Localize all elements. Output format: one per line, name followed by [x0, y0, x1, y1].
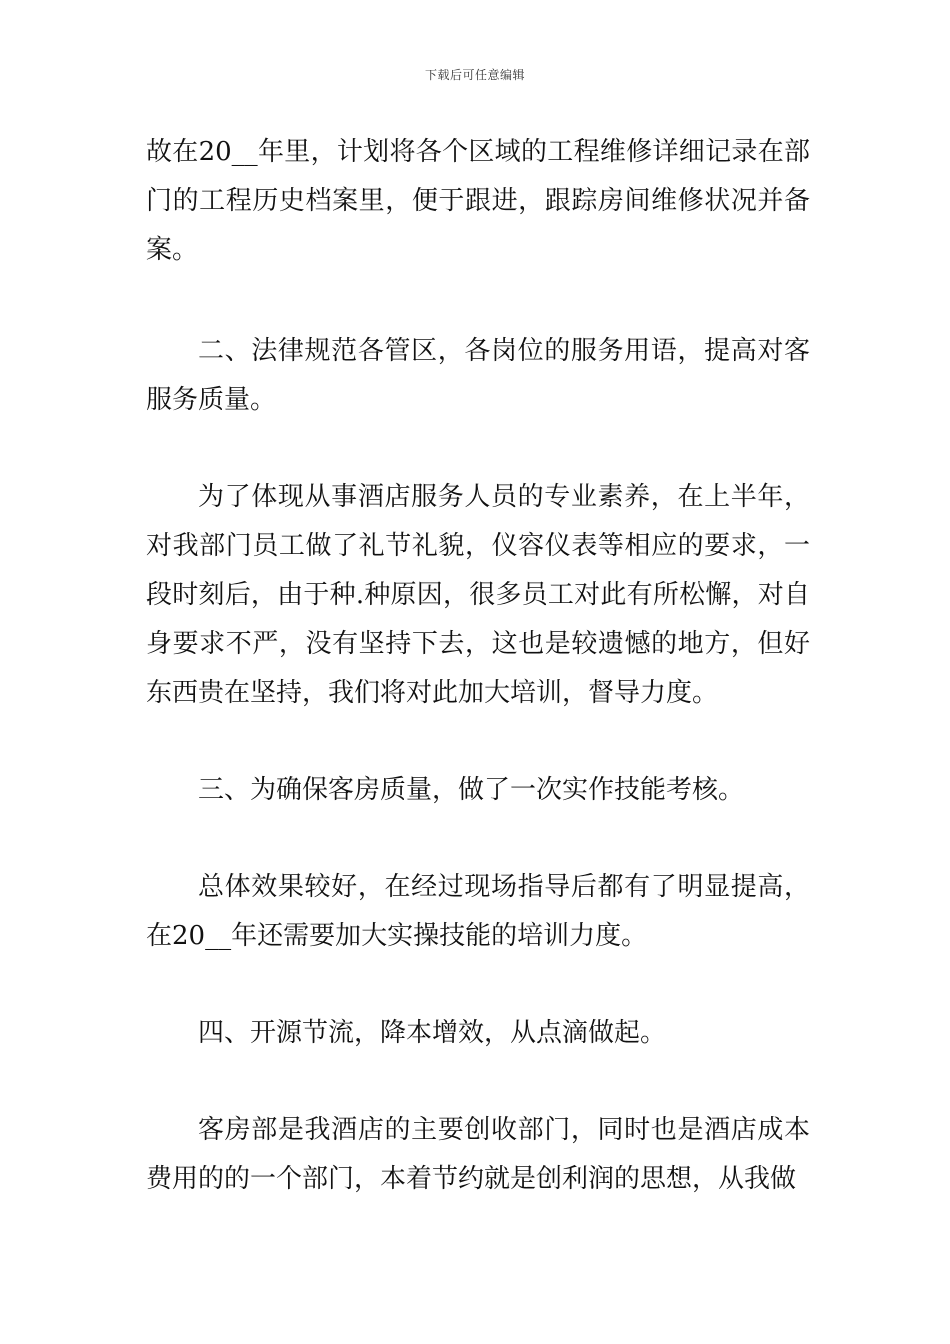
paragraph-cost-saving: 客房部是我酒店的主要创收部门，同时也是酒店成本费用的的一个部门，本着节约就是创利润的思想，从我做: [146, 1115, 810, 1194]
section-heading-3: 三、为确保客房质量，做了一次实作技能考核。: [198, 775, 745, 805]
section-heading-4: 四、开源节流，降本增效，从点滴做起。: [198, 1018, 667, 1048]
paragraph-continuation: 故在20__年里，计划将各个区域的工程维修详细记录在部门的工程历史档案里，便于跟进，跟踪房间维修状况并备案。: [146, 137, 810, 265]
paragraph-skills-assessment: 总体效果较好，在经过现场指导后都有了明显提高，在20__年还需要加大实操技能的培训力度。: [146, 872, 810, 951]
document-body: [146, 128, 810, 1204]
paragraph-service-etiquette: 为了体现从事酒店服务人员的专业素养，在上半年，对我部门员工做了礼节礼貌，仪容仪表等相应的要求，一段时刻后，由于种.种原因，很多员工对此有所松懈，对自身要求不严，没有坚持下去，这也是较遗憾的地方，但好东西贵在坚持，我们将对此加大培训，督导力度。: [146, 482, 810, 708]
section-heading-2: 二、法律规范各管区，各岗位的服务用语，提高对客服务质量。: [146, 336, 810, 415]
header-note: 下载后可任意编辑: [424, 68, 525, 82]
